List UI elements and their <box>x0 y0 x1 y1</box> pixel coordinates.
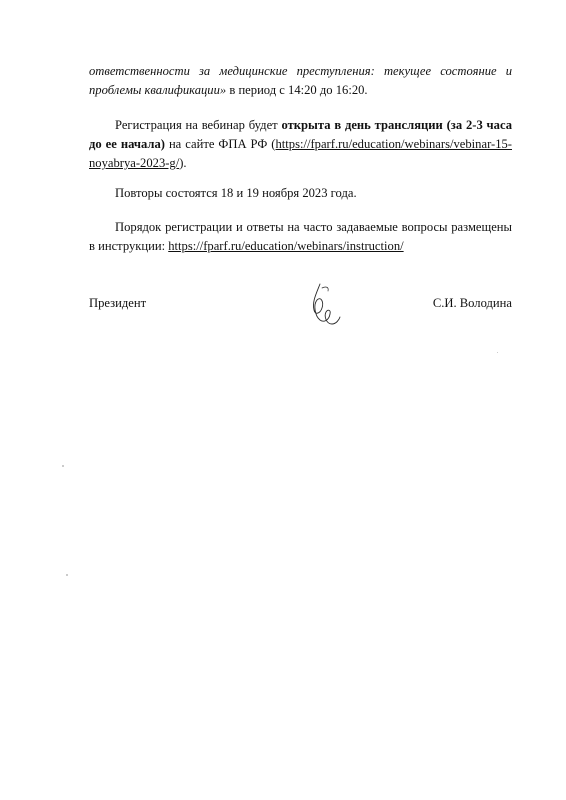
scan-speck <box>62 465 64 467</box>
webinar-title-italic: ответственности за медицинские преступления: текущее состояние и проблемы квалификации» <box>89 64 512 97</box>
paragraph-registration <box>89 116 512 173</box>
registration-bold-notice: открыта в день трансляции (за 2-3 часа до ее начала) <box>89 118 512 151</box>
paragraph-webinar-topic <box>89 62 512 100</box>
handwritten-signature <box>302 280 344 330</box>
position-title: Президент <box>89 296 147 310</box>
webinar-link[interactable]: https://fparf.ru/education/webinars/vebinar-15-noyabrya-2023-g/ <box>89 137 512 170</box>
registration-text-middle: на сайте ФПА РФ ( <box>164 137 276 151</box>
paragraph-repeats: Повторы состоятся 18 и 19 ноября 2023 года. <box>115 186 357 200</box>
instruction-link[interactable]: https://fparf.ru/education/webinars/instruction/ <box>168 239 404 253</box>
webinar-time: в период с 14:20 до 16:20. <box>226 83 368 97</box>
registration-text-end: ). <box>179 156 187 170</box>
instructions-text: Порядок регистрации и ответы на часто задаваемые вопросы размещены в инструкции: <box>89 220 512 253</box>
scan-speck <box>66 574 68 576</box>
registration-text-start: Регистрация на вебинар будет <box>115 118 282 132</box>
signer-name: С.И. Володина <box>432 296 512 310</box>
scan-speck <box>497 352 498 353</box>
paragraph-instructions <box>89 218 512 256</box>
